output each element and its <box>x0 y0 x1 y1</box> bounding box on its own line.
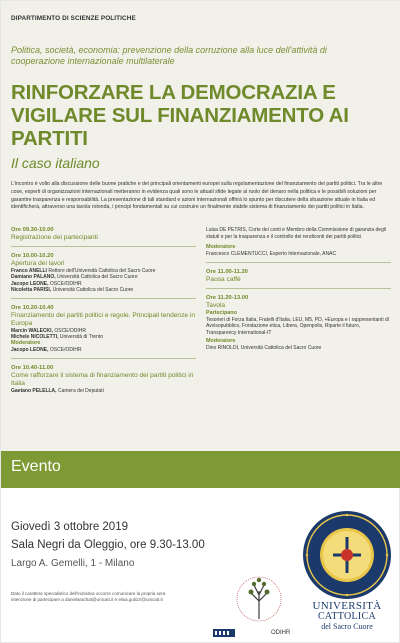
speaker: Gaetano PELELLA, Camera dei Deputati <box>11 387 104 394</box>
intro-paragraph: L'incontro è volto alla discussione delle buone pratiche e dei principali orientamenti europei sulla regolamentazione del finanziamento dei partiti politici. Tra le altre cose, esperti di organizzazioni internazionali metteranno in evidenza quali sono le attuali sfide legate al ruolo del denaro nella politica e le possibili soluzioni per garantire trasparenza e responsabilità. La presentazione di tali standard e azioni internazionali offrirà lo spunto per discutere della situazione attuale in Italia ed identificherà, attraverso una tavola rotonda, i principi fondamentali su cui costruire un finalmente stabile sistema di finanziamento dei partiti politici in Italia. <box>11 181 383 211</box>
partner-logos <box>209 571 294 641</box>
event-title: RINFORZARE LA DEMOCRAZIA E VIGILARE SUL FINANZIAMENTO AI PARTITI <box>11 81 349 150</box>
event-address: Largo A. Gemelli, 1 - Milano <box>11 558 135 569</box>
program-session: Apertura dei lavori <box>11 260 65 267</box>
program-time: Ore 11.00-11.20 <box>206 268 248 275</box>
participants-label: Partecipano <box>206 309 237 316</box>
event-venue: Sala Negri da Oleggio, ore 9.30-13.00 <box>11 539 205 551</box>
event-date: Giovedì 3 ottobre 2019 <box>11 521 128 533</box>
speaker: Nicoletta PARISI, Università Cattolica del Sacro Cuore <box>11 287 134 294</box>
program-session: Come rafforzare il sistema di finanziamento dei partiti politici in Italia <box>11 371 194 387</box>
participants-list: Tesorieri di Forza Italia, Fratelli d'Italia, LEU, M5, PD, +Europa e i rappresentanti di Avvisopubblico, Fondazione etica, Libera, Openpolis, Riparte il futuro, Transparency International-IT <box>206 316 389 336</box>
program-time: Ore 09.30-10.00 <box>11 227 54 233</box>
registration-note: Dato il carattere specialistico dell'iniziativa occorre comunicare la propria sera intenzione di partecipare a danielarachat@unicatt.it e elisa.gulizzi@unicatt.it <box>11 591 166 602</box>
event-band-label: Evento <box>11 458 61 475</box>
odihr-label: ODIHR <box>271 630 291 636</box>
speaker: Jacopo LEONE, OSCE/ODIHR <box>11 280 82 287</box>
divider <box>11 246 196 247</box>
university-wordmark: UNIVERSITÀ CATTOLICA del Sacro Cuore <box>312 600 382 631</box>
program-session: Finanziamento dei partiti politici e regole. Principali tendenze in Europa <box>11 311 195 327</box>
university-seal-logo <box>301 509 393 601</box>
program-session: Tavola <box>206 301 226 309</box>
program-time: Ore 11.20-13.00 <box>206 294 249 301</box>
department-label: DIPARTIMENTO DI SCIENZE POLITICHE <box>11 15 136 22</box>
header-panel <box>1 1 400 451</box>
program-session: Pausa caffè <box>206 275 241 283</box>
program-time: Ore 10.00-10.20 <box>11 253 54 259</box>
event-tagline: Il caso italiano <box>11 155 100 171</box>
program-time: Ore 10.40-11.00 <box>11 364 54 371</box>
speaker: Franco ANELLI Rettore dell'Università Cattolica del Sacro Cuore <box>11 268 156 274</box>
program-right-column <box>206 227 391 352</box>
divider <box>11 298 196 299</box>
divider <box>11 358 196 359</box>
speaker: Michele NICOLETTI, Università di Trento <box>11 334 103 341</box>
program-time: Ore 10.20-10.40 <box>11 304 54 311</box>
divider <box>206 262 391 263</box>
speaker: Damiano PALANO, Università Cattolica del Sacro Cuore <box>11 274 138 281</box>
moderator: Francesco CLEMENTUCCI, Esperto Internazionale, ANAC <box>206 251 337 258</box>
moderator: Dino RINOLDI, Università Cattolica del Sacro Cuore <box>206 345 322 352</box>
program-session: Registrazione dei partecipanti <box>11 234 98 241</box>
event-subtitle: Politica, società, economia: prevenzione della corruzione alla luce dell'attività di cooperazione internazionale multilaterale <box>11 45 327 66</box>
program-left-column <box>11 227 196 394</box>
speaker: Marcin WALECKI, OSCE/ODIHR <box>11 327 87 334</box>
speaker: Luisa DE PETRIS, Corte dei conti e Membro della Commissione di garanzia degli statuti e per la trasparenza e il controllo dei rendiconti dei partiti politici <box>206 227 387 240</box>
moderator-label: Moderatore <box>206 244 236 251</box>
divider <box>206 288 391 289</box>
moderator: Jacopo LEONE, OSCE/ODIHR <box>11 347 82 354</box>
moderator-label: Moderatore <box>206 338 236 345</box>
moderator-label: Moderatore <box>11 340 41 347</box>
